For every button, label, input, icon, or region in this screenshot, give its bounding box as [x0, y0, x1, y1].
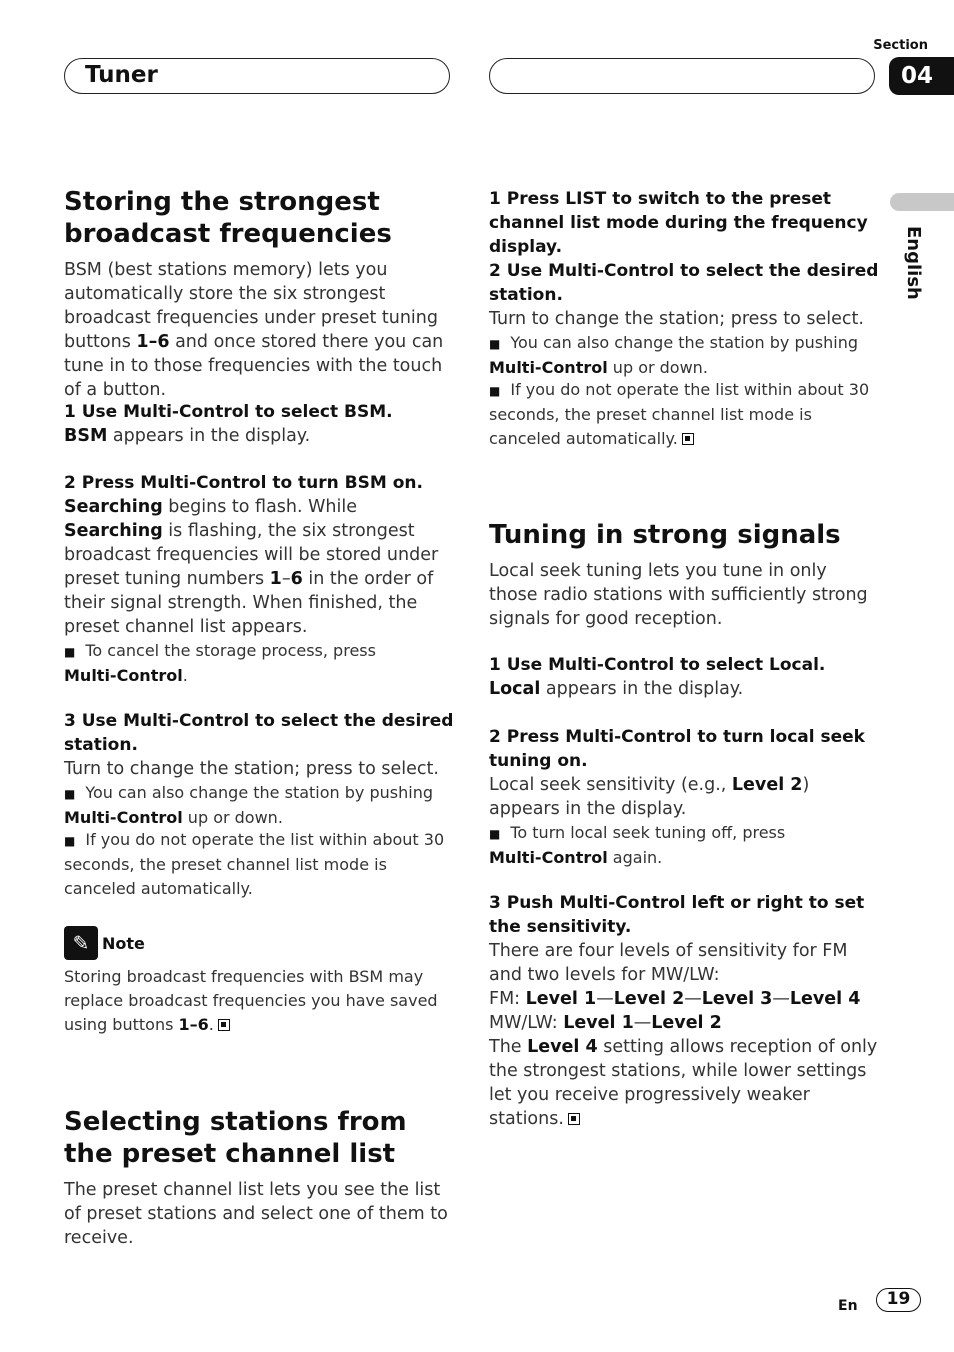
language-label-wrap: [900, 226, 930, 306]
step-3-body: Turn to change the station; press to select.: [64, 759, 439, 779]
preset-step-2-body: Turn to change the station; press to select.: [489, 309, 864, 329]
section-number: 04: [889, 57, 954, 95]
fm-levels: FM: Level 1—Level 2—Level 3—Level 4: [489, 989, 861, 1009]
mw-levels: MW/LW: Level 1—Level 2: [489, 1013, 722, 1033]
end-mark-icon: [218, 1019, 230, 1031]
step-2-body: Searching begins to flash. While Searching is flashing, the six strongest broadcast frequencies will be stored under preset tuning numbers 1–6 in the order of their signal strength. When finished, the preset channel list appears.: [64, 497, 439, 637]
step-2-bsm: 2 Press Multi-Control to turn BSM on.: [64, 473, 423, 493]
preset-step-1: 1 Press LIST to switch to the preset channel list mode during the frequency display.: [489, 189, 868, 257]
bullet-icon: ■: [64, 834, 76, 848]
heading-bsm: Storing the strongest broadcast frequencies: [64, 187, 392, 249]
preset-step-2-bullet-1: ■ You can also change the station by pushing Multi-Control up or down.: [489, 333, 858, 377]
bsm-intro: BSM (best stations memory) lets you automatically store the six strongest broadcast frequencies under preset tuning buttons 1–6 and once stored there you can tune in to those frequencies with the touch of a button.: [64, 260, 444, 400]
local-intro: Local seek tuning lets you tune in only those radio stations with sufficiently strong signals for good reception.: [489, 561, 868, 629]
section-label: Section: [873, 38, 928, 53]
bullet-icon: ■: [64, 645, 76, 659]
bullet-icon: ■: [489, 384, 501, 398]
end-mark-icon: [568, 1113, 580, 1125]
step-1-body: BSM appears in the display.: [64, 426, 311, 446]
header-blank-pill: [489, 58, 875, 94]
local-step-2: 2 Press Multi-Control to turn local seek tuning on.: [489, 727, 865, 771]
bullet-icon: ■: [64, 787, 76, 801]
preset-intro: The preset channel list lets you see the list of preset stations and select one of them to receive.: [64, 1180, 448, 1248]
step-3-bullet-1: ■ You can also change the station by pushing Multi-Control up or down.: [64, 783, 433, 827]
note-pencil-icon: ✎: [64, 926, 98, 960]
local-step-2-bullet: ■ To turn local seek tuning off, press Multi-Control again.: [489, 823, 786, 867]
step-3-bsm: 3 Use Multi-Control to select the desired station.: [64, 711, 454, 755]
footer-language: En: [838, 1298, 858, 1314]
end-mark-icon: [682, 433, 694, 445]
level-explanation: The Level 4 setting allows reception of only the strongest stations, while lower settings let you receive progressively weaker stations.: [489, 1037, 878, 1129]
language-label: English: [903, 226, 924, 300]
bullet-icon: ■: [489, 337, 501, 351]
local-step-2-body: Local seek sensitivity (e.g., Level 2) appears in the display.: [489, 775, 810, 819]
page-number: 19: [876, 1288, 921, 1312]
local-step-3-body: There are four levels of sensitivity for FM and two levels for MW/LW:: [489, 941, 848, 985]
step-3-bullet-2: ■ If you do not operate the list within about 30 seconds, the preset channel list mode is canceled automatically.: [64, 830, 445, 898]
step-2-bullet: ■ To cancel the storage process, press Multi-Control.: [64, 641, 376, 685]
heading-preset: Selecting stations from the preset channel list: [64, 1107, 407, 1169]
preset-step-2-bullet-2: ■ If you do not operate the list within about 30 seconds, the preset channel list mode is canceled automatically.: [489, 380, 870, 448]
local-step-1: 1 Use Multi-Control to select Local.: [489, 655, 826, 675]
bullet-icon: ■: [489, 827, 501, 841]
heading-local: Tuning in strong signals: [489, 520, 841, 550]
step-1-bsm: 1 Use Multi-Control to select BSM.: [64, 402, 393, 422]
chapter-title: Tuner: [85, 62, 158, 88]
local-step-1-body: Local appears in the display.: [489, 679, 744, 699]
note-label: Note: [102, 933, 145, 953]
note-text: Storing broadcast frequencies with BSM may replace broadcast frequencies you have saved using buttons 1–6.: [64, 967, 438, 1034]
language-tab: [890, 193, 954, 211]
chapter-header: [64, 58, 450, 94]
local-step-3: 3 Push Multi-Control left or right to set the sensitivity.: [489, 893, 865, 937]
preset-step-2: 2 Use Multi-Control to select the desired station.: [489, 261, 879, 305]
